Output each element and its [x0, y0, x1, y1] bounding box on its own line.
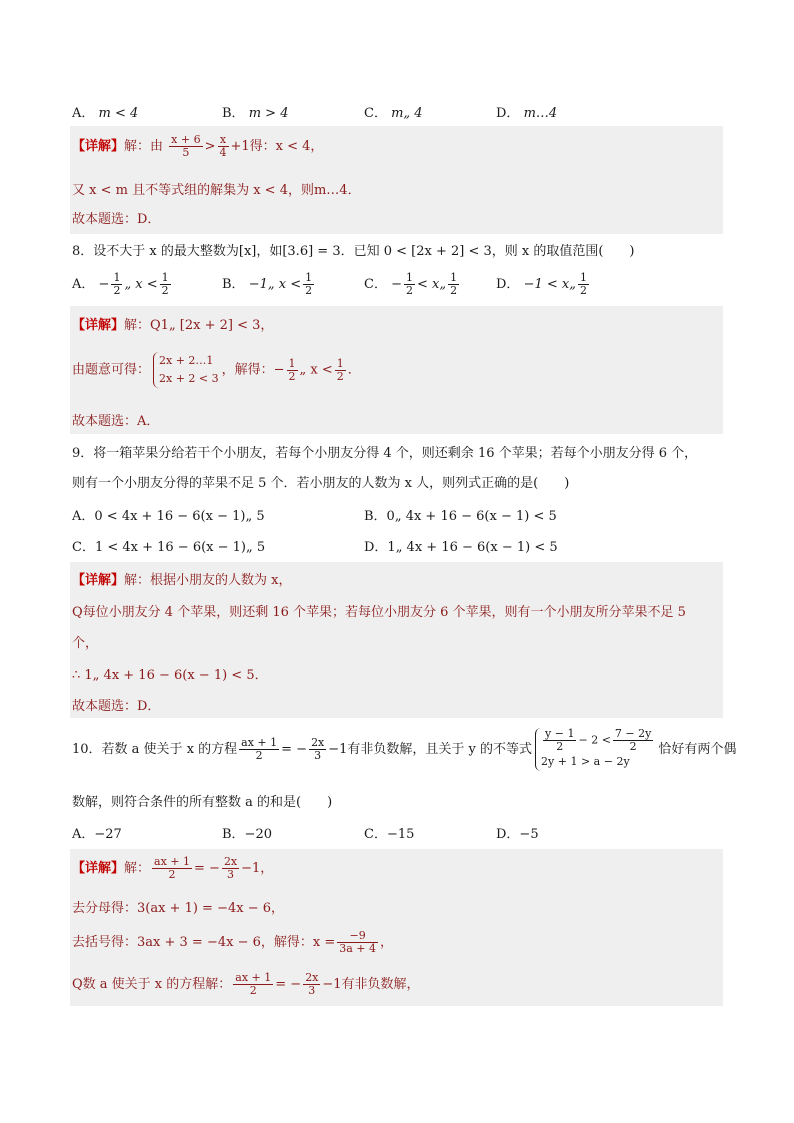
q9-detail-line1 — [72, 569, 291, 588]
q10-stem-line2: 数解，则符合条件的所有整数 a 的和是( ) — [72, 795, 333, 810]
detail-tag: 【详解】 — [72, 573, 125, 588]
fraction — [309, 737, 326, 762]
q9-option-a: A．0 < 4x + 16 − 6(x − 1)„ 5 — [72, 509, 265, 524]
numerator: ax + 1 — [241, 736, 278, 749]
q7-detail-line1 — [72, 134, 323, 159]
q10-option-a: A．−27 — [72, 827, 122, 842]
q10-detail-line3 — [72, 930, 393, 955]
denominator: 3 — [308, 984, 316, 997]
denominator: 3 — [227, 868, 235, 881]
text: 解：根据小朋友的人数为 x， — [124, 573, 292, 588]
fraction — [404, 272, 415, 297]
q9-detail-line4: ∴ 1„ 4x + 16 − 6(x − 1) < 5． — [72, 668, 268, 683]
text: „ x < — [124, 277, 158, 292]
option-letter: B． — [222, 106, 245, 121]
option-value: m„ 4 — [391, 106, 423, 121]
numerator: 2x — [305, 971, 319, 984]
q7-option-b — [222, 102, 288, 121]
fraction — [160, 272, 171, 297]
denominator: 3a + 4 — [339, 942, 376, 955]
text: −1有非负数解， — [322, 977, 420, 992]
q7-detail-line2: 又 x < m 且不等式组的解集为 x < 4，则m…4． — [72, 183, 361, 198]
q10-option-d: D．−5 — [496, 827, 539, 842]
numerator: 1 — [305, 271, 313, 284]
fraction — [169, 134, 202, 159]
inequality-system — [535, 728, 655, 771]
inequality-system — [153, 352, 219, 388]
fraction — [222, 856, 239, 881]
text: − 2 < — [578, 733, 611, 747]
numerator: 1 — [450, 271, 458, 284]
q9-stem-line2: 则有一个小朋友分得的苹果不足 5 个．若小朋友的人数为 x 人，则列式正确的是( ) — [72, 476, 570, 491]
q9-detail-line2: Q每位小朋友分 4 个苹果，则还剩 16 个苹果；若每位小朋友分 6 个苹果，则有一个小朋友所分苹果不足 5 — [72, 605, 686, 620]
text: 10．若数 a 使关于 x 的方程 — [72, 742, 238, 757]
text: +1得：x < 4， — [230, 139, 324, 154]
q8-detail-line2 — [72, 352, 361, 388]
text: ， — [379, 935, 393, 950]
fraction — [337, 930, 378, 955]
denominator: 2 — [249, 984, 257, 997]
q10-option-c: C．−15 — [364, 827, 415, 842]
q9-detail-conclusion: 故本题选：D． — [72, 699, 161, 714]
text: 由题意可得： — [72, 362, 151, 378]
q9-option-d: D．1„ 4x + 16 − 6(x − 1) < 5 — [364, 540, 558, 555]
system-row: 2x + 2 < 3 — [159, 372, 219, 385]
q7-option-c — [364, 102, 423, 121]
q9-option-c: C．1 < 4x + 16 − 6(x − 1)„ 5 — [72, 540, 266, 555]
numerator: 1 — [336, 356, 344, 370]
denominator: 2 — [305, 284, 313, 297]
q10-detail-line2: 去分母得：3(ax + 1) = −4x − 6， — [72, 901, 285, 916]
q10-detail-line4 — [72, 972, 420, 997]
q7-option-a — [72, 102, 138, 121]
numerator: 1 — [161, 271, 169, 284]
q9-option-b: B．0„ 4x + 16 − 6(x − 1) < 5 — [364, 509, 557, 524]
fraction — [578, 272, 589, 297]
text: „ x < — [299, 362, 333, 378]
text: −1 < x„ — [523, 277, 576, 292]
option-letter: C． — [364, 106, 387, 121]
denominator: 2 — [629, 740, 637, 753]
text: 解： — [124, 861, 151, 876]
option-letter: D． — [496, 106, 520, 121]
detail-tag: 【详解】 — [72, 139, 125, 154]
text: ． — [347, 362, 361, 378]
numerator: y − 1 — [545, 727, 575, 740]
numerator: 1 — [579, 271, 587, 284]
numerator: 2x — [311, 736, 325, 749]
q10-detail-line1 — [72, 856, 273, 881]
denominator: 2 — [255, 749, 263, 762]
q8-option-a — [72, 272, 173, 297]
text: − — [98, 277, 110, 292]
text: = − — [281, 742, 308, 757]
fraction — [218, 134, 229, 159]
denominator: 2 — [450, 284, 458, 297]
numerator: 1 — [113, 271, 121, 284]
q7-option-d — [496, 102, 557, 121]
q7-detail-conclusion: 故本题选：D． — [72, 212, 161, 227]
text: − — [391, 277, 402, 292]
numerator: x + 6 — [171, 133, 201, 146]
text: −1有非负数解，且关于 y 的不等式 — [328, 742, 533, 757]
denominator: 2 — [336, 369, 344, 383]
option-value: m…4 — [523, 106, 558, 121]
fraction — [239, 737, 279, 762]
numerator: 2x — [223, 855, 238, 868]
text: 恰好有两个偶 — [658, 742, 737, 757]
denominator: 2 — [556, 740, 564, 753]
system-row — [541, 728, 655, 753]
text: 解：Q1„ [2x + 2] < 3， — [124, 318, 274, 333]
text: 解：由 — [124, 139, 164, 154]
detail-tag: 【详解】 — [72, 861, 125, 876]
denominator: 2 — [406, 284, 413, 297]
option-letter: A． — [72, 106, 95, 121]
numerator: 1 — [288, 356, 296, 370]
fraction — [543, 728, 576, 753]
option-value: m < 4 — [98, 106, 139, 121]
system-row: 2y + 1 > a − 2y — [541, 755, 630, 768]
denominator: 2 — [113, 284, 121, 297]
denominator: 4 — [219, 146, 227, 159]
fraction — [613, 728, 653, 753]
fraction — [287, 358, 298, 383]
q10-stem-line1 — [72, 728, 736, 771]
text: 去括号得：3ax + 3 = −4x − 6，解得：x = — [72, 935, 336, 950]
system-row: 2x + 2…1 — [159, 354, 214, 367]
q8-option-c — [364, 272, 461, 297]
option-value: m > 4 — [248, 106, 289, 121]
text: ，解得：− — [221, 362, 285, 378]
denominator: 2 — [579, 284, 587, 297]
q9-stem-line1: 9．将一箱苹果分给若干个小朋友，若每个小朋友分得 4 个，则还剩余 16 个苹果；若每个小朋友分得 6 个， — [72, 446, 698, 461]
detail-tag: 【详解】 — [72, 318, 125, 333]
q10-option-b: B．−20 — [222, 827, 272, 842]
text: −1„ x < — [248, 277, 302, 292]
q8-stem: 8．设不大于 x 的最大整数为[x]，如[3.6] = 3．已知 0 < [2x + 2] < 3，则 x 的取值范围( ) — [72, 244, 635, 259]
numerator: ax + 1 — [154, 855, 191, 868]
option-letter: B． — [222, 277, 245, 292]
fraction — [335, 358, 346, 383]
q8-detail-line1 — [72, 314, 273, 333]
option-letter: D． — [496, 277, 520, 292]
fraction — [152, 856, 192, 881]
text: = − — [275, 977, 302, 992]
denominator: 2 — [288, 369, 296, 383]
numerator: 1 — [406, 271, 413, 284]
fraction — [303, 972, 320, 997]
text: = − — [194, 861, 220, 876]
text: −1， — [241, 861, 274, 876]
fraction — [233, 972, 273, 997]
denominator: 3 — [314, 749, 322, 762]
text: Q数 a 使关于 x 的方程解： — [72, 977, 232, 992]
numerator: ax + 1 — [235, 971, 272, 984]
fraction — [448, 272, 459, 297]
text: < x„ — [417, 277, 447, 292]
q9-detail-line3: 个， — [72, 636, 99, 651]
denominator: 2 — [168, 868, 176, 881]
q8-detail-conclusion: 故本题选：A． — [72, 414, 160, 429]
option-letter: A． — [72, 277, 95, 292]
q8-option-d — [496, 272, 591, 297]
option-letter: C． — [364, 277, 387, 292]
fraction — [111, 272, 122, 297]
fraction — [303, 272, 314, 297]
text: > — [204, 139, 216, 154]
denominator: 5 — [182, 146, 190, 159]
numerator: x — [218, 134, 229, 147]
denominator: 2 — [161, 284, 169, 297]
numerator: 7 − 2y — [614, 727, 652, 740]
q8-option-b — [222, 272, 316, 297]
numerator: −9 — [337, 930, 378, 943]
